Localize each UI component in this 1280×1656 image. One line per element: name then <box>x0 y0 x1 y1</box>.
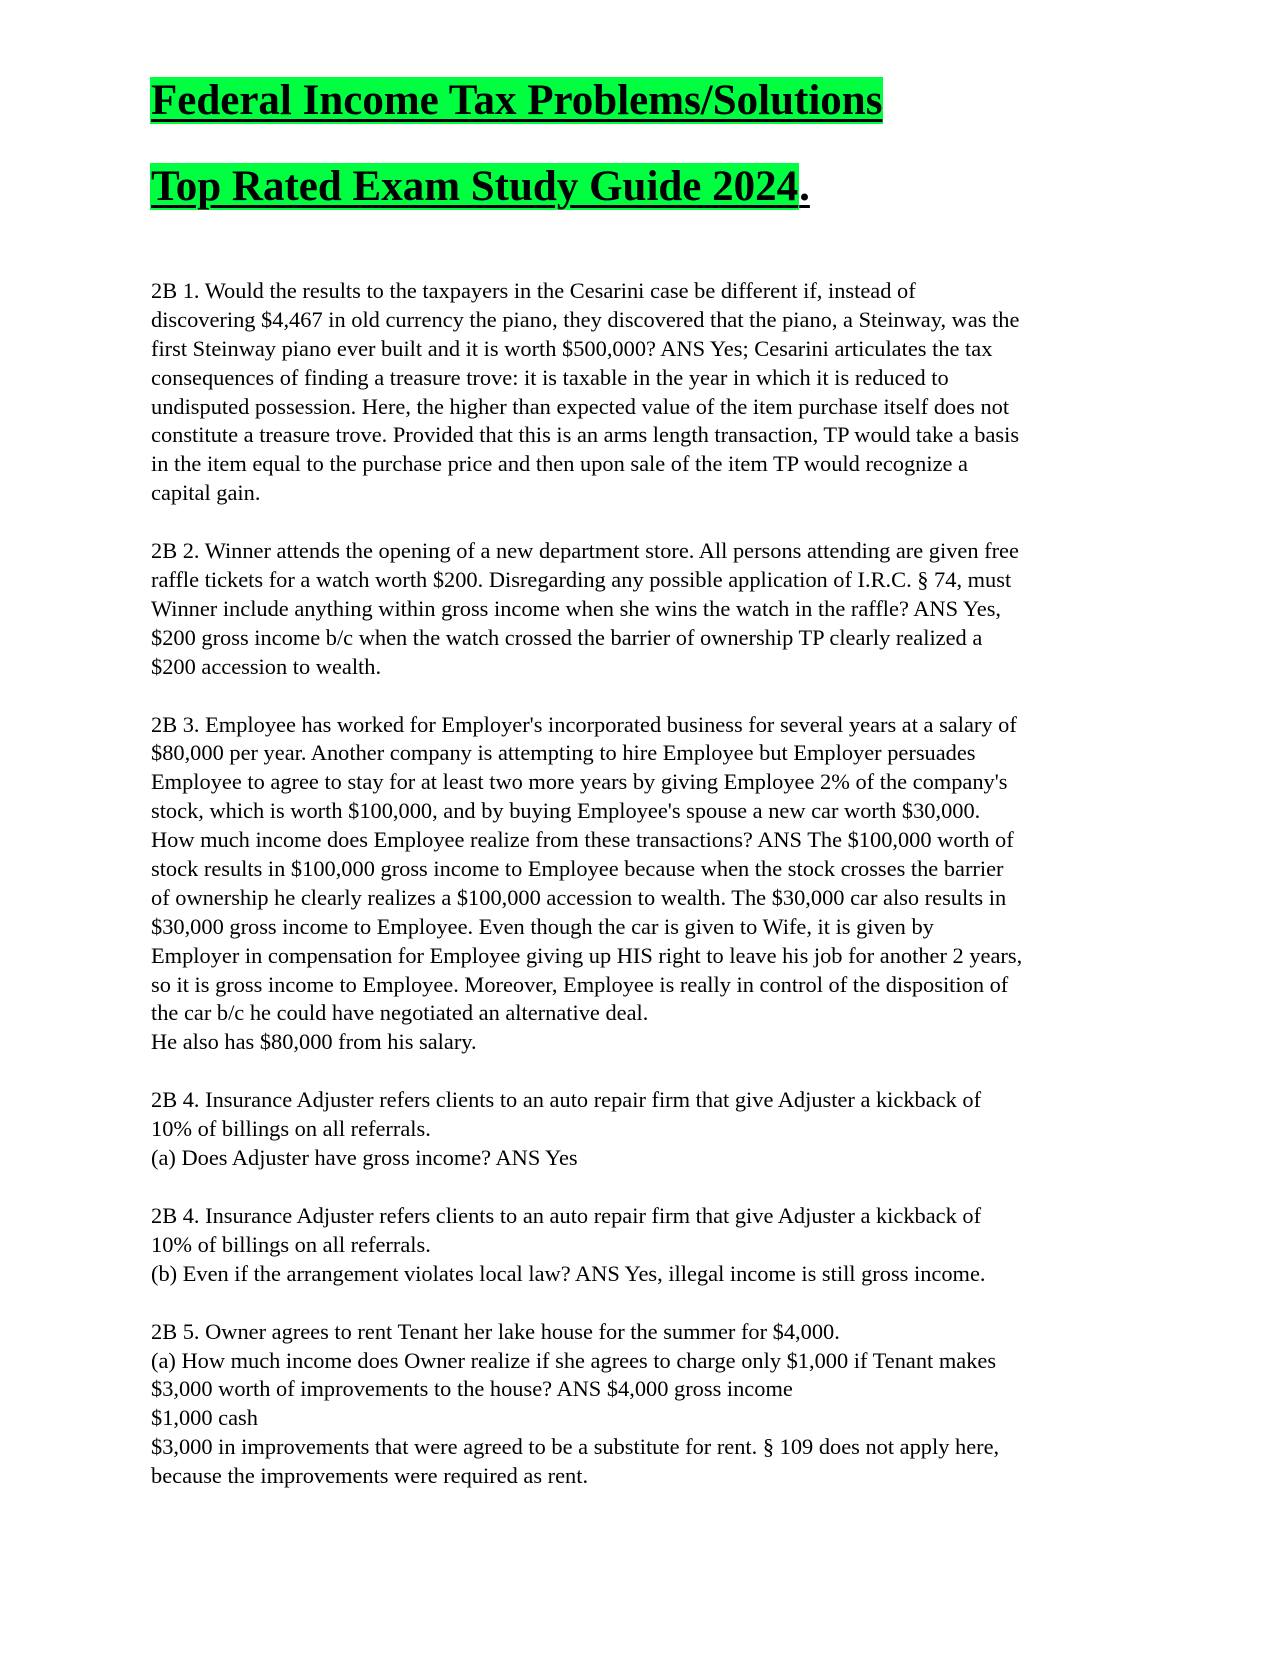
text-line: He also has $80,000 from his salary. <box>151 1029 477 1055</box>
document-title <box>150 74 1150 246</box>
text-line: stock, which is worth $100,000, and by buying Employee's spouse a new car worth $30,000. <box>151 798 981 824</box>
text-line: 2B 5. Owner agrees to rent Tenant her lake house for the summer for $4,000. <box>151 1318 840 1344</box>
text-line: $200 accession to wealth. <box>151 653 382 679</box>
text-line: so it is gross income to Employee. Moreover, Employee is really in control of the disposition of <box>151 971 1009 997</box>
text-line: $80,000 per year. Another company is attempting to hire Employee but Employer persuades <box>151 740 976 766</box>
text-line: constitute a treasure trove. Provided that this is an arms length transaction, TP would take a basis <box>151 422 1020 448</box>
text-line: How much income does Employee realize from these transactions? ANS The $100,000 worth of <box>151 827 1014 853</box>
text-line: 10% of billings on all referrals. <box>151 1231 431 1257</box>
text-line: because the improvements were required as rent. <box>151 1463 589 1489</box>
question-2b-5a <box>151 1318 1141 1491</box>
text-line: in the item equal to the purchase price and then upon sale of the item TP would recognize a <box>151 451 968 477</box>
text-line: $200 gross income b/c when the watch crossed the barrier of ownership TP clearly realized a <box>151 624 983 650</box>
text-line: of ownership he clearly realizes a $100,000 accession to wealth. The $30,000 car also results in <box>151 884 1007 910</box>
text-line: $3,000 in improvements that were agreed to be a substitute for rent. § 109 does not apply here, <box>151 1434 1000 1460</box>
text-line: undisputed possession. Here, the higher than expected value of the item purchase itself does not <box>151 393 1010 419</box>
text-line: $1,000 cash <box>151 1405 258 1431</box>
title-line-2-text: Top Rated Exam Study Guide 2024 <box>151 163 799 210</box>
text-line: 2B 4. Insurance Adjuster refers clients to an auto repair firm that give Adjuster a kickback of <box>151 1087 982 1113</box>
text-line: 2B 3. Employee has worked for Employer's incorporated business for several years at a salary of <box>151 711 1017 737</box>
text-line: 2B 4. Insurance Adjuster refers clients to an auto repair firm that give Adjuster a kickback of <box>151 1202 982 1228</box>
question-2b-2 <box>151 537 1141 681</box>
text-line: (a) How much income does Owner realize if she agrees to charge only $1,000 if Tenant makes <box>151 1347 997 1373</box>
text-line: $30,000 gross income to Employee. Even though the car is given to Wife, it is given by <box>151 913 934 939</box>
text-line: $3,000 worth of improvements to the house? ANS $4,000 gross income <box>151 1376 793 1402</box>
text-line: (a) Does Adjuster have gross income? ANS Yes <box>151 1145 578 1171</box>
text-line: 10% of billings on all referrals. <box>151 1116 431 1142</box>
text-line: the car b/c he could have negotiated an alternative deal. <box>151 1000 649 1026</box>
title-line-1-text: Federal Income Tax Problems/Solutions <box>151 77 883 124</box>
question-2b-3 <box>151 711 1141 1058</box>
text-line: Employee to agree to stay for at least two more years by giving Employee 2% of the company's <box>151 769 1008 795</box>
text-line: 2B 2. Winner attends the opening of a new department store. All persons attending are given free <box>151 538 1019 564</box>
text-line: capital gain. <box>151 480 261 506</box>
text-line: first Steinway piano ever built and it is worth $500,000? ANS Yes; Cesarini articulates the tax <box>151 335 993 361</box>
text-line: Winner include anything within gross income when she wins the watch in the raffle? ANS Yes, <box>151 595 1001 621</box>
question-2b-4b <box>151 1202 1141 1289</box>
title-line-2 <box>150 160 1150 214</box>
title-line-2-period: . <box>799 163 810 210</box>
text-line: stock results in $100,000 gross income to Employee because when the stock crosses the barrier <box>151 856 1004 882</box>
title-line-1 <box>150 74 1150 128</box>
question-2b-1 <box>151 277 1141 508</box>
text-line: consequences of finding a treasure trove: it is taxable in the year in which it is reduced to <box>151 364 949 390</box>
text-line: raffle tickets for a watch worth $200. Disregarding any possible application of I.R.C. § 74, must <box>151 567 1012 593</box>
question-2b-4a <box>151 1086 1141 1173</box>
text-line: (b) Even if the arrangement violates local law? ANS Yes, illegal income is still gross income. <box>151 1260 986 1286</box>
document-body <box>151 277 1141 1520</box>
text-line: 2B 1. Would the results to the taxpayers in the Cesarini case be different if, instead of <box>151 278 916 303</box>
text-line: discovering $4,467 in old currency the piano, they discovered that the piano, a Steinway, was the <box>151 306 1020 332</box>
text-line: Employer in compensation for Employee giving up HIS right to leave his job for another 2 years, <box>151 942 1023 968</box>
